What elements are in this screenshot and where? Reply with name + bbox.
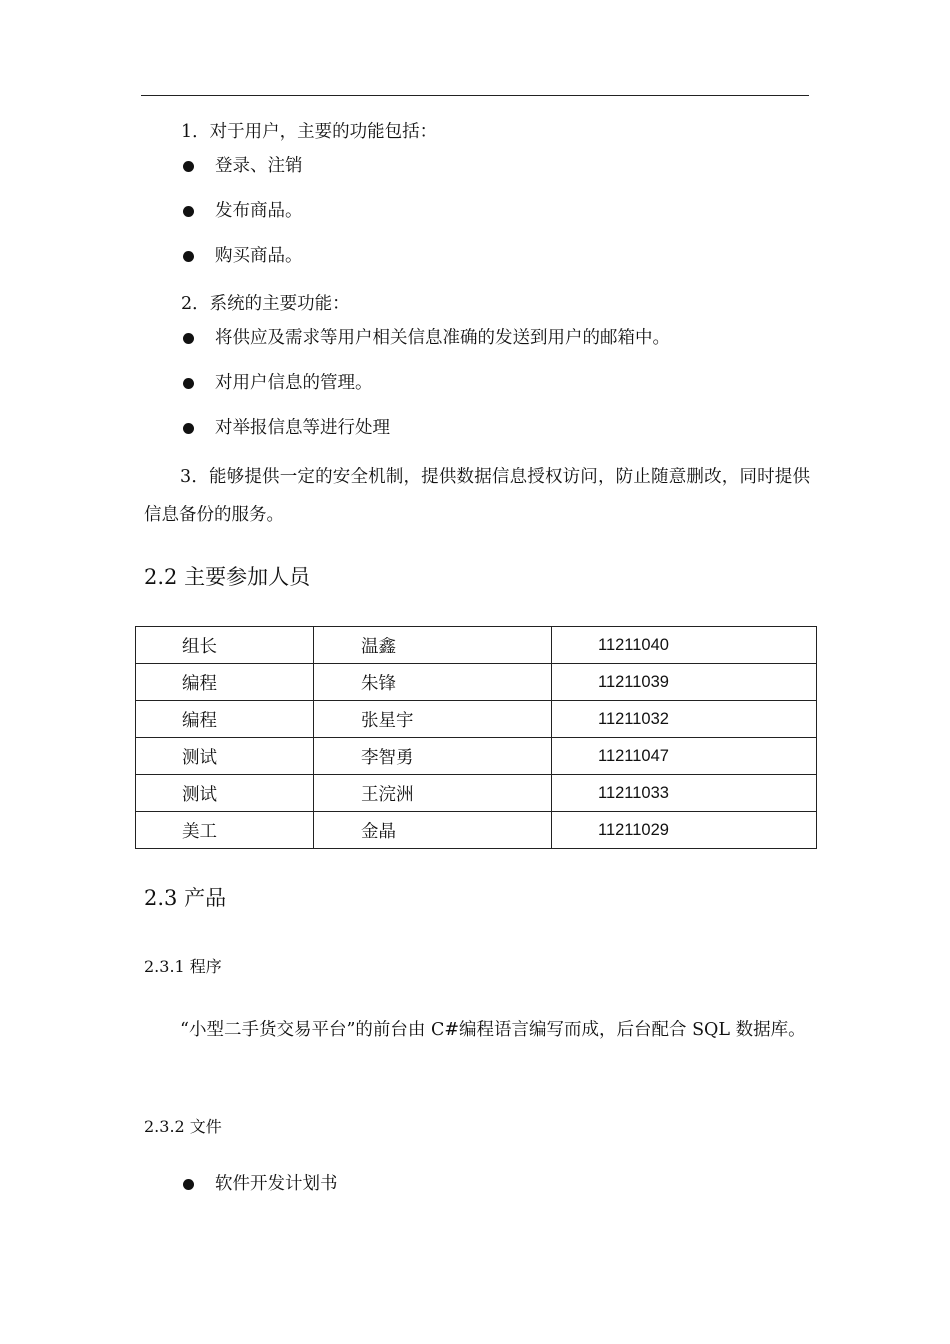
bullet-item [181, 244, 303, 268]
bullet-item [181, 1172, 338, 1196]
bullet-text: 对用户信息的管理。 [215, 373, 373, 393]
numbered-item-1: 1．对于用户，主要的功能包括： [181, 122, 438, 142]
name-cell: 温鑫 [314, 627, 552, 664]
bullet-text: 登录、注销 [215, 156, 303, 176]
role-cell: 编程 [136, 701, 314, 738]
subsection-heading-2-3-2: 2.3.2 文件 [144, 1117, 222, 1136]
table-row [136, 775, 817, 812]
bullet-dot-icon [183, 251, 194, 262]
role-cell: 编程 [136, 664, 314, 701]
name-cell: 王浣洲 [314, 775, 552, 812]
bullet-item [181, 326, 670, 350]
bullet-text: 将供应及需求等用户相关信息准确的发送到用户的邮箱中。 [215, 328, 670, 348]
role-cell: 测试 [136, 775, 314, 812]
table-row [136, 812, 817, 849]
id-cell: 11211029 [552, 812, 817, 849]
role-cell: 美工 [136, 812, 314, 849]
id-cell: 11211039 [552, 664, 817, 701]
subsection-heading-2-3-1: 2.3.1 程序 [144, 957, 222, 976]
table-row [136, 738, 817, 775]
id-cell: 11211040 [552, 627, 817, 664]
numbered-item-2: 2．系统的主要功能： [181, 294, 350, 314]
bullet-text: 发布商品。 [215, 201, 303, 221]
bullet-dot-icon [183, 333, 194, 344]
header-rule [141, 95, 809, 96]
bullet-item [181, 154, 303, 178]
bullet-dot-icon [183, 378, 194, 389]
name-cell: 朱锋 [314, 664, 552, 701]
table-row [136, 627, 817, 664]
members-table [135, 626, 817, 849]
name-cell: 金晶 [314, 812, 552, 849]
bullet-item [181, 371, 373, 395]
section-heading-2-3: 2.3 产品 [144, 886, 227, 910]
program-description: “小型二手货交易平台”的前台由 C#编程语言编写而成，后台配合 SQL 数据库。 [180, 1020, 806, 1040]
id-cell: 11211032 [552, 701, 817, 738]
section-heading-2-2: 2.2 主要参加人员 [144, 565, 311, 589]
numbered-item-3: 3．能够提供一定的安全机制，提供数据信息授权访问，防止随意删改，同时提供信息备份的服务。 [144, 467, 810, 525]
role-cell: 测试 [136, 738, 314, 775]
bullet-text: 软件开发计划书 [215, 1174, 338, 1194]
name-cell: 张星宇 [314, 701, 552, 738]
table-row [136, 701, 817, 738]
id-cell: 11211047 [552, 738, 817, 775]
bullet-dot-icon [183, 1179, 194, 1190]
bullet-item [181, 199, 303, 223]
id-cell: 11211033 [552, 775, 817, 812]
bullet-item [181, 416, 390, 440]
bullet-text: 对举报信息等进行处理 [215, 418, 390, 438]
bullet-dot-icon [183, 206, 194, 217]
bullet-dot-icon [183, 423, 194, 434]
table-row [136, 664, 817, 701]
name-cell: 李智勇 [314, 738, 552, 775]
bullet-dot-icon [183, 161, 194, 172]
role-cell: 组长 [136, 627, 314, 664]
bullet-text: 购买商品。 [215, 246, 303, 266]
